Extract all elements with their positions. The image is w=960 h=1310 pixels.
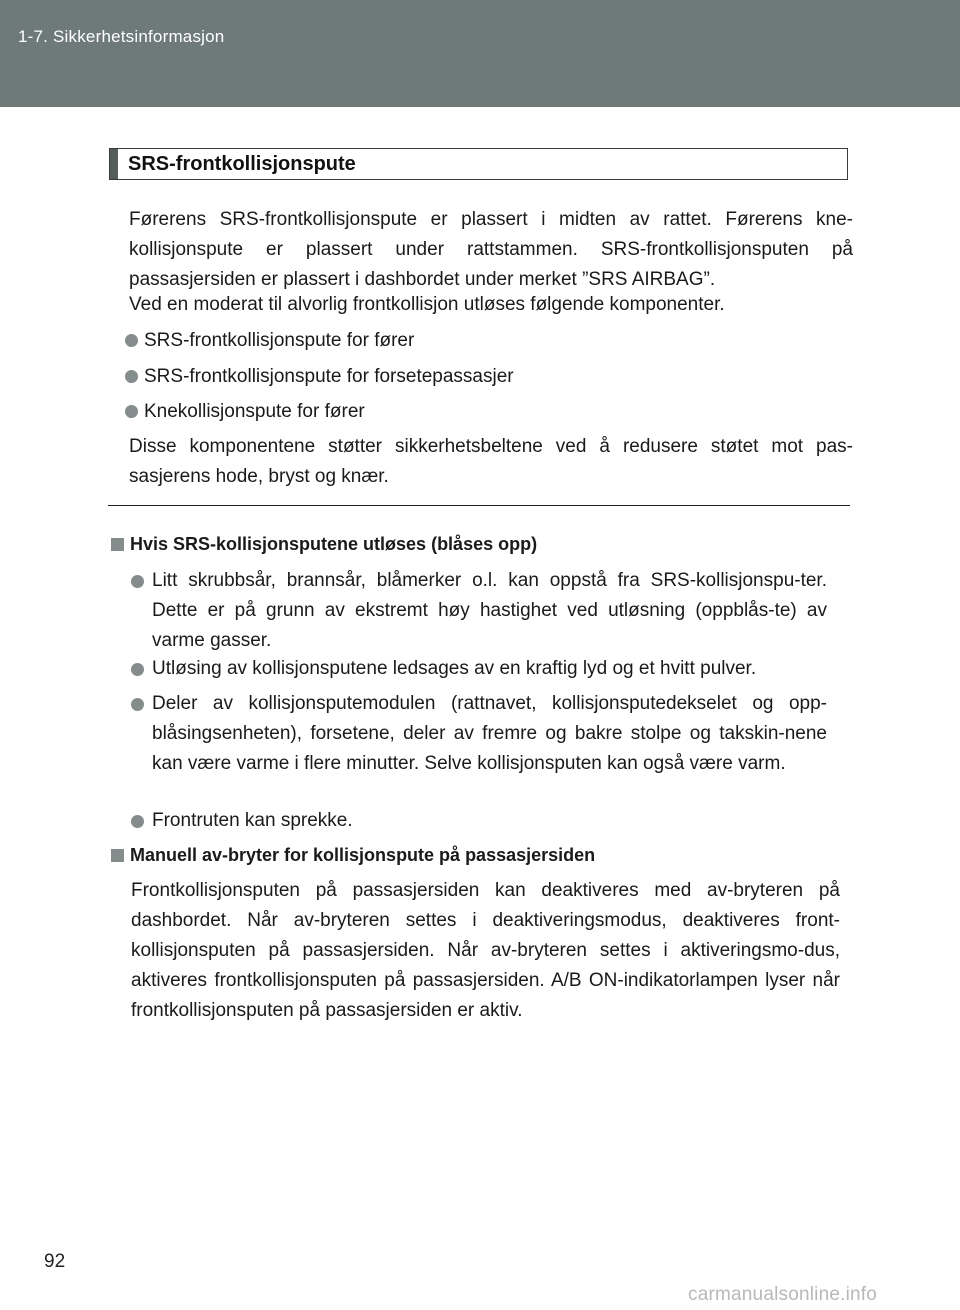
watermark: carmanualsonline.info [688,1284,878,1305]
note-heading-2: Manuell av-bryter for kollisjonspute på passasjersiden [111,841,595,869]
square-bullet-icon [111,538,124,551]
list-item: Frontruten kan sprekke. [131,806,827,836]
note-paragraph: Frontkollisjonsputen på passasjersiden kan deaktiveres med av-bryteren på dashbordet. Når av-bryteren settes i deaktiveringsmodus, deaktiveres front-kollisjonsputen på passasjersiden. Når av-bryteren settes i aktiveringsmo-dus, aktiveres frontkollisjonsputen på passasjersiden. A/B ON-indikatorlampen lyser når frontkollisjonsputen på passasjersiden er aktiv. [131,880,840,1021]
divider [108,505,850,506]
list-item: SRS-frontkollisjonspute for fører [125,326,414,356]
bullet-icon [131,575,144,588]
bullet-icon [125,405,138,418]
bullet-icon [125,334,138,347]
intro-paragraph-1: Førerens SRS-frontkollisjonspute er plassert i midten av rattet. Førerens kne-kollisjonspute er plassert under rattstammen. SRS-frontkollisjonsputen på passasjersiden er plassert i dashbordet under merket ”SRS AIRBAG”. [129,209,853,290]
section-title: SRS-frontkollisjonspute [128,152,356,175]
bullet-icon [131,815,144,828]
list-item: Utløsing av kollisjonsputene ledsages av en kraftig lyd og et hvitt pulver. [131,654,827,684]
intro-paragraph-2: Ved en moderat til alvorlig frontkollisjon utløses følgende komponenter. [129,294,725,315]
list-item: Knekollisjonspute for fører [125,397,365,427]
intro-paragraph-3: Disse komponentene støtter sikkerhetsbeltene ved å redusere støtet mot pas-sasjerens hode, bryst og knær. [129,436,853,487]
chapter-title: 1-7. Sikkerhetsinformasjon [18,27,225,46]
section-heading [109,148,848,180]
square-bullet-icon [111,849,124,862]
page-header [0,0,960,107]
list-item: SRS-frontkollisjonspute for forsetepassasjer [125,362,514,392]
bullet-icon [125,370,138,383]
page-number: 92 [44,1251,66,1272]
list-item: Deler av kollisjonsputemodulen (rattnavet, kollisjonsputedekselet og opp-blåsingsenheten), forsetene, deler av fremre og bakre stolpe og takskin-nene kan være varme i flere minutter. Selve kollisjonsputen kan også være varm. [131,689,827,779]
note-heading-1: Hvis SRS-kollisjonsputene utløses (blåses opp) [111,530,537,558]
bullet-icon [131,698,144,711]
bullet-icon [131,663,144,676]
list-item: Litt skrubbsår, brannsår, blåmerker o.l. kan oppstå fra SRS-kollisjonspu-ter. Dette er på grunn av ekstremt høy hastighet ved utløsning (oppblås-te) av varme gasser. [131,566,827,656]
section-heading-bar [110,149,118,179]
